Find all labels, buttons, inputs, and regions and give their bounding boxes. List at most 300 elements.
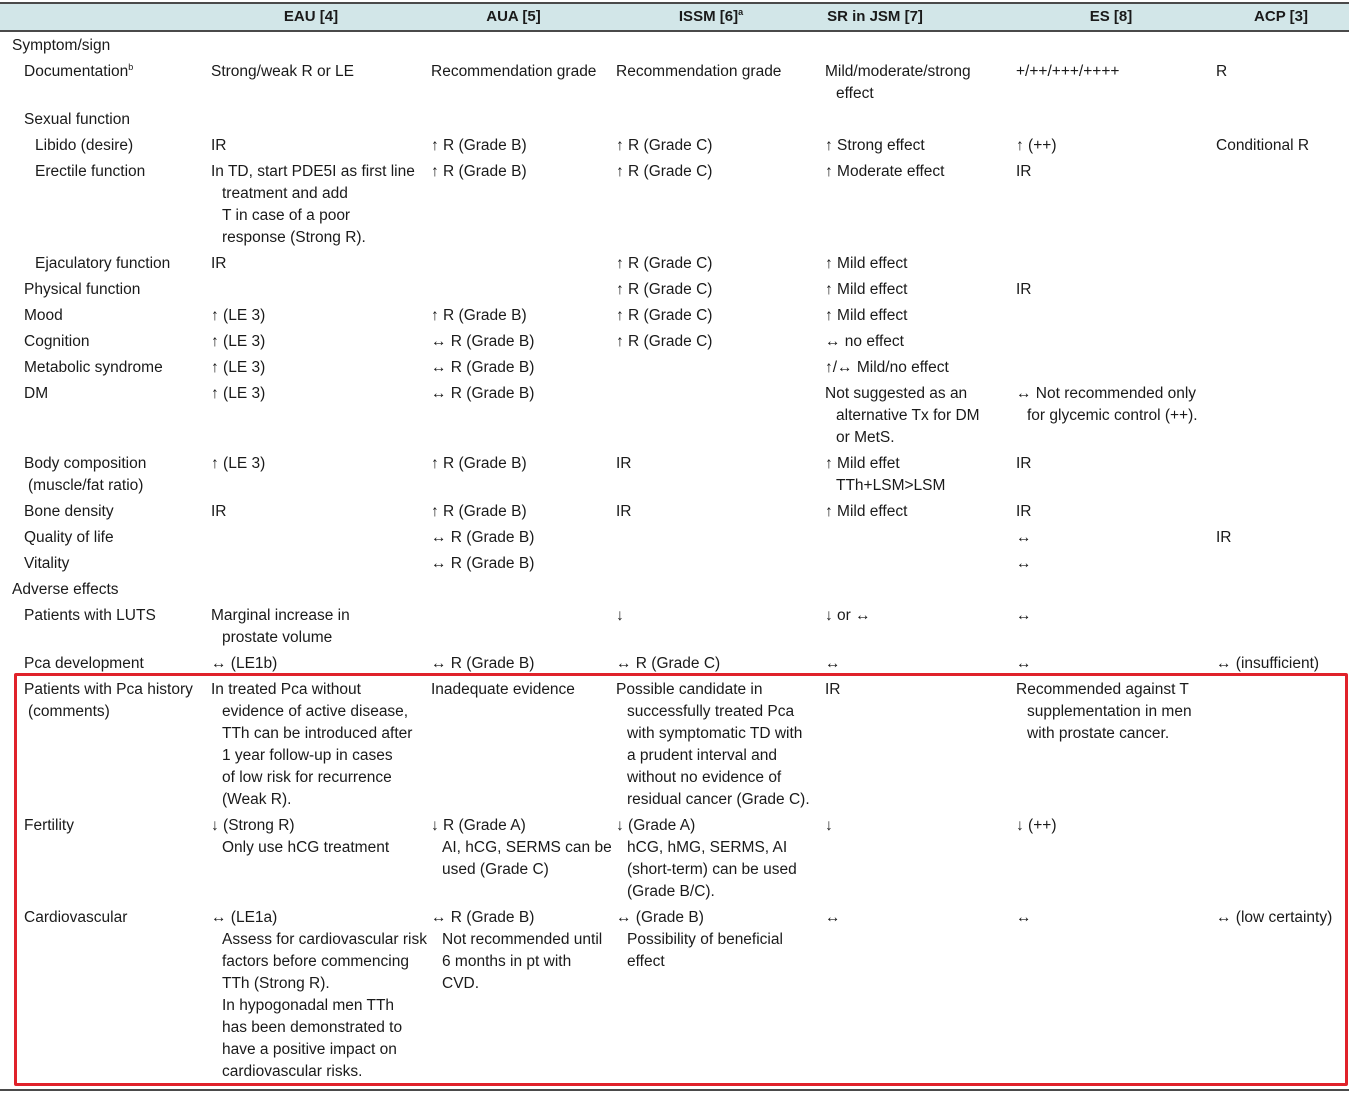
table-cell — [1216, 161, 1349, 249]
text-line — [24, 701, 211, 723]
row-label — [0, 527, 211, 549]
label-text: Pca development — [24, 655, 144, 672]
text-line: ↔ R (Grade B) — [431, 555, 535, 572]
table-cell — [431, 135, 616, 157]
table-cell — [1016, 305, 1216, 327]
table-row — [0, 109, 1349, 135]
text-line: ↑ R (Grade C) — [616, 163, 713, 180]
table-cell — [1016, 553, 1216, 575]
table-cell — [211, 35, 431, 57]
label-text: (comments) — [28, 703, 110, 720]
text-line: used (Grade C) — [442, 861, 549, 878]
row-label — [0, 553, 211, 575]
label-text: Fertility — [24, 817, 74, 834]
table-cell — [1216, 253, 1349, 275]
text-line: ↓ R (Grade A) — [431, 817, 526, 834]
row-label — [0, 61, 211, 105]
text-line: +/++/+++/++++ — [1016, 63, 1120, 80]
table-cell — [431, 61, 616, 105]
label-text: Libido (desire) — [35, 137, 134, 154]
table-row — [0, 907, 1349, 1087]
table-cell — [1016, 605, 1216, 649]
text-line: ↑ (LE 3) — [211, 333, 266, 350]
table-cell — [825, 653, 1016, 675]
label-text: Erectile function — [35, 163, 146, 180]
text-line: ↑ R (Grade B) — [431, 163, 527, 180]
table-cell — [825, 35, 1016, 57]
text-line: IR — [616, 455, 632, 472]
table-cell — [431, 305, 616, 327]
text-line: CVD. — [442, 975, 480, 992]
text-line: Not suggested as an — [825, 385, 968, 402]
label-text: Vitality — [24, 555, 70, 572]
text-line: ↑ R (Grade C) — [616, 281, 713, 298]
table-cell — [1216, 453, 1349, 497]
table-cell — [211, 679, 431, 811]
table-cell — [616, 305, 825, 327]
table-row — [0, 161, 1349, 253]
text-line — [35, 253, 211, 275]
text-line: ↔ (insufficient) — [1216, 655, 1320, 672]
text-line: ↑ R (Grade B) — [431, 307, 527, 324]
table-cell — [1216, 331, 1349, 353]
text-line: for glycemic control (++). — [1027, 407, 1198, 424]
table-cell — [825, 383, 1016, 449]
label-text: Cardiovascular — [24, 909, 128, 926]
table-cell — [616, 35, 825, 57]
table-row — [0, 383, 1349, 453]
table-row — [0, 679, 1349, 815]
text-line: Conditional R — [1216, 137, 1310, 154]
table-cell — [1016, 35, 1216, 57]
text-line — [24, 305, 211, 327]
text-line: (Grade B/C). — [627, 883, 715, 900]
text-line: effect — [836, 85, 874, 102]
text-line: TTh can be introduced after — [222, 725, 413, 742]
table-cell — [825, 305, 1016, 327]
text-line: ↓ — [825, 817, 833, 834]
table-cell — [211, 527, 431, 549]
table-cell — [1016, 383, 1216, 449]
label-text: DM — [24, 385, 49, 402]
text-line — [24, 907, 211, 929]
table-cell — [616, 135, 825, 157]
label-text: Metabolic syndrome — [24, 359, 163, 376]
table-cell — [825, 135, 1016, 157]
table-cell — [211, 605, 431, 649]
text-line — [24, 527, 211, 549]
column-header — [1216, 4, 1346, 30]
text-line — [24, 501, 211, 523]
text-line: Recommended against T — [1016, 681, 1189, 698]
table-cell — [1216, 109, 1349, 131]
footnote-marker: a — [738, 7, 744, 17]
label-text: Body composition — [24, 455, 147, 472]
table-row — [0, 553, 1349, 579]
text-line — [24, 383, 211, 405]
table-cell — [825, 815, 1016, 903]
table-cell — [825, 109, 1016, 131]
table-cell — [1216, 679, 1349, 811]
text-line — [24, 279, 211, 301]
text-line: ↔ (LE1b) — [211, 655, 278, 672]
table-cell — [211, 109, 431, 131]
table-row — [0, 305, 1349, 331]
text-line: ↑ Mild effect — [825, 503, 908, 520]
text-line: Recommendation grade — [431, 63, 597, 80]
text-line — [24, 605, 211, 627]
column-header — [1016, 4, 1206, 30]
table-cell — [431, 605, 616, 649]
table-cell — [431, 453, 616, 497]
table-cell — [825, 453, 1016, 497]
table-cell — [616, 501, 825, 523]
table-cell — [431, 35, 616, 57]
column-header — [616, 4, 806, 30]
table-cell — [1216, 501, 1349, 523]
text-line: ↑/↔ Mild/no effect — [825, 359, 949, 376]
table-cell — [1216, 61, 1349, 105]
row-label — [0, 331, 211, 353]
text-line: ↑ (LE 3) — [211, 307, 266, 324]
text-line: factors before commencing — [222, 953, 409, 970]
column-header — [211, 4, 411, 30]
table-cell — [211, 253, 431, 275]
table-cell — [211, 383, 431, 449]
text-line: ↑ (LE 3) — [211, 455, 266, 472]
text-line: ↑ R (Grade C) — [616, 333, 713, 350]
table-cell — [1016, 253, 1216, 275]
table-cell — [1216, 579, 1349, 601]
table-cell — [431, 553, 616, 575]
table-row — [0, 453, 1349, 501]
table-row — [0, 653, 1349, 679]
table-cell — [211, 579, 431, 601]
text-line: ↔ — [825, 909, 841, 926]
text-line: Possible candidate in — [616, 681, 763, 698]
table-cell — [1216, 383, 1349, 449]
text-line: ↑ Moderate effect — [825, 163, 945, 180]
table-row — [0, 815, 1349, 907]
table-cell — [211, 305, 431, 327]
text-line: IR — [1016, 455, 1032, 472]
table-cell — [1216, 605, 1349, 649]
table-cell — [1016, 679, 1216, 811]
label-text: Mood — [24, 307, 63, 324]
table-cell — [616, 383, 825, 449]
table-cell — [1016, 501, 1216, 523]
text-line: ↑ Mild effect — [825, 307, 908, 324]
table-cell — [825, 907, 1016, 1083]
table-cell — [1216, 907, 1349, 1083]
table-cell — [825, 331, 1016, 353]
text-line: Mild/moderate/strong — [825, 63, 971, 80]
text-line: ↔ R (Grade B) — [431, 909, 535, 926]
text-line: residual cancer (Grade C). — [627, 791, 810, 808]
table-cell — [211, 907, 431, 1083]
label-text: Symptom/sign — [12, 37, 111, 54]
text-line: prostate volume — [222, 629, 333, 646]
table-row — [0, 527, 1349, 553]
row-label — [0, 109, 211, 131]
table-cell — [431, 527, 616, 549]
table-cell — [211, 135, 431, 157]
text-line — [24, 357, 211, 379]
text-line: ↑ R (Grade C) — [616, 307, 713, 324]
table-cell — [211, 61, 431, 105]
text-line: In hypogonadal men TTh — [222, 997, 395, 1014]
text-line: a prudent interval and — [627, 747, 777, 764]
label-text: Patients with Pca history — [24, 681, 193, 698]
text-line: IR — [211, 255, 227, 272]
text-line — [24, 653, 211, 675]
table-cell — [1216, 815, 1349, 903]
row-label — [0, 501, 211, 523]
table-cell — [1216, 527, 1349, 549]
text-line: ↑ Strong effect — [825, 137, 925, 154]
text-line: IR — [1016, 163, 1032, 180]
table-cell — [616, 653, 825, 675]
text-line: ↔ — [1016, 909, 1032, 926]
table-cell — [616, 815, 825, 903]
text-line: T in case of a poor — [222, 207, 351, 224]
label-text: Physical function — [24, 281, 141, 298]
text-line — [24, 109, 211, 131]
text-line: Possibility of beneficial — [627, 931, 783, 948]
label-text: Ejaculatory function — [35, 255, 171, 272]
table-cell — [211, 815, 431, 903]
table-cell — [431, 653, 616, 675]
text-line: cardiovascular risks. — [222, 1063, 363, 1080]
table-row — [0, 279, 1349, 305]
table-cell — [1216, 135, 1349, 157]
text-line: ↔ Not recommended only — [1016, 385, 1197, 402]
table-cell — [616, 527, 825, 549]
table-row — [0, 605, 1349, 653]
text-line: ↑ (LE 3) — [211, 385, 266, 402]
text-line: ↑ (++) — [1016, 137, 1057, 154]
table-cell — [1016, 135, 1216, 157]
text-line: ↔ — [1016, 555, 1032, 572]
text-line: ↑ (LE 3) — [211, 359, 266, 376]
table-cell — [431, 253, 616, 275]
row-label — [0, 357, 211, 379]
table-row — [0, 253, 1349, 279]
table-cell — [1016, 527, 1216, 549]
table-cell — [825, 357, 1016, 379]
label-text: Bone density — [24, 503, 114, 520]
text-line: ↔ no effect — [825, 333, 904, 350]
table-cell — [211, 331, 431, 353]
table-cell — [431, 357, 616, 379]
text-line: with prostate cancer. — [1027, 725, 1170, 742]
label-text: Quality of life — [24, 529, 114, 546]
text-line: supplementation in men — [1027, 703, 1192, 720]
text-line: or MetS. — [836, 429, 895, 446]
text-line — [24, 815, 211, 837]
table-cell — [211, 501, 431, 523]
text-line: Inadequate evidence — [431, 681, 575, 698]
table-cell — [431, 501, 616, 523]
table-bottom-rule — [0, 1089, 1349, 1091]
table-cell — [825, 501, 1016, 523]
table-cell — [1016, 907, 1216, 1083]
table-cell — [1216, 305, 1349, 327]
text-line: have a positive impact on — [222, 1041, 397, 1058]
text-line: ↔ R (Grade B) — [431, 333, 535, 350]
text-line: In TD, start PDE5I as first line — [211, 163, 415, 180]
text-line: ↑ Mild effect — [825, 281, 908, 298]
text-line: without no evidence of — [627, 769, 782, 786]
label-text: Documentation — [24, 63, 129, 80]
table-cell — [616, 279, 825, 301]
table-cell — [431, 331, 616, 353]
text-line: ↔ R (Grade B) — [431, 359, 535, 376]
text-line: AI, hCG, SERMS can be — [442, 839, 612, 856]
table-cell — [825, 527, 1016, 549]
table-cell — [211, 653, 431, 675]
text-line: ↑ R (Grade C) — [616, 255, 713, 272]
table-cell — [1216, 357, 1349, 379]
table-cell — [616, 453, 825, 497]
table-cell — [1016, 161, 1216, 249]
table-cell — [1016, 357, 1216, 379]
text-line: IR — [1016, 281, 1032, 298]
table-cell — [1216, 553, 1349, 575]
text-line: ↔ — [1016, 529, 1032, 546]
text-line: ↑ R (Grade C) — [616, 137, 713, 154]
text-line — [35, 161, 211, 183]
table-row — [0, 357, 1349, 383]
row-label — [0, 253, 211, 275]
table-cell — [616, 907, 825, 1083]
table-cell — [431, 279, 616, 301]
row-label — [0, 305, 211, 327]
text-line: R — [1216, 63, 1228, 80]
row-label — [0, 161, 211, 249]
text-line — [12, 579, 211, 601]
table-cell — [616, 253, 825, 275]
column-header-label: EAU [4] — [283, 8, 339, 25]
text-line: ↔ — [825, 655, 841, 672]
text-line — [24, 453, 211, 475]
text-line: hCG, hMG, SERMS, AI — [627, 839, 788, 856]
row-label — [0, 35, 211, 57]
text-line: ↓ (Grade A) — [616, 817, 696, 834]
text-line: ↔ R (Grade B) — [431, 385, 535, 402]
text-line — [24, 553, 211, 575]
table-cell — [211, 161, 431, 249]
table-cell — [616, 679, 825, 811]
table-cell — [1016, 453, 1216, 497]
table-cell — [616, 161, 825, 249]
column-header-label: ES [8] — [1089, 8, 1133, 25]
table-cell — [1016, 279, 1216, 301]
table-row — [0, 61, 1349, 109]
table-row — [0, 35, 1349, 61]
text-line: ↔ (LE1a) — [211, 909, 278, 926]
text-line: IR — [1016, 503, 1032, 520]
label-text: Sexual function — [24, 111, 130, 128]
table-row — [0, 331, 1349, 357]
text-line: has been demonstrated to — [222, 1019, 403, 1036]
text-line — [24, 679, 211, 701]
text-line: of low risk for recurrence — [222, 769, 392, 786]
table-header — [0, 4, 1349, 32]
column-header — [431, 4, 596, 30]
row-label — [0, 679, 211, 811]
table-cell — [211, 453, 431, 497]
text-line: treatment and add — [222, 185, 348, 202]
text-line: TTh (Strong R). — [222, 975, 330, 992]
table-cell — [431, 579, 616, 601]
text-line: ↔ R (Grade B) — [431, 655, 535, 672]
table-cell — [431, 383, 616, 449]
table-cell — [431, 109, 616, 131]
row-label — [0, 815, 211, 903]
text-line: ↓ (Strong R) — [211, 817, 295, 834]
text-line: ↑ Mild effet — [825, 455, 900, 472]
table-cell — [211, 553, 431, 575]
row-label — [0, 653, 211, 675]
table-cell — [1016, 815, 1216, 903]
text-line: Strong/weak R or LE — [211, 63, 355, 80]
text-line: response (Strong R). — [222, 229, 366, 246]
table-cell — [616, 579, 825, 601]
table-cell — [616, 357, 825, 379]
text-line — [24, 475, 211, 497]
footnote-marker: b — [128, 61, 134, 72]
table-row — [0, 579, 1349, 605]
table-row — [0, 135, 1349, 161]
label-text: Patients with LUTS — [24, 607, 156, 624]
text-line: ↓ (++) — [1016, 817, 1057, 834]
table-cell — [616, 61, 825, 105]
table-cell — [1016, 109, 1216, 131]
table-body — [0, 35, 1349, 1087]
table-cell — [1016, 61, 1216, 105]
table-cell — [825, 679, 1016, 811]
table-cell — [825, 605, 1016, 649]
text-line: TTh+LSM>LSM — [836, 477, 946, 494]
text-line: ↑ R (Grade B) — [431, 137, 527, 154]
text-line: IR — [1216, 529, 1232, 546]
row-label — [0, 579, 211, 601]
table-cell — [1016, 579, 1216, 601]
text-line: In treated Pca without — [211, 681, 361, 698]
text-line: 6 months in pt with — [442, 953, 572, 970]
table-cell — [431, 907, 616, 1083]
table-cell — [431, 815, 616, 903]
text-line — [24, 61, 211, 83]
table-cell — [431, 161, 616, 249]
text-line: alternative Tx for DM — [836, 407, 980, 424]
label-text: Cognition — [24, 333, 90, 350]
column-header-label: ISSM [6] — [678, 8, 739, 25]
table-cell — [1016, 653, 1216, 675]
text-line: IR — [616, 503, 632, 520]
text-line: ↔ — [1016, 607, 1032, 624]
column-header-label: AUA [5] — [486, 8, 541, 25]
row-label — [0, 383, 211, 449]
table-cell — [825, 253, 1016, 275]
text-line: ↓ or ↔ — [825, 607, 871, 624]
table-cell — [1016, 331, 1216, 353]
text-line — [35, 135, 211, 157]
text-line: ↓ — [616, 607, 624, 624]
text-line: ↔ (Grade B) — [616, 909, 704, 926]
text-line: IR — [211, 137, 227, 154]
